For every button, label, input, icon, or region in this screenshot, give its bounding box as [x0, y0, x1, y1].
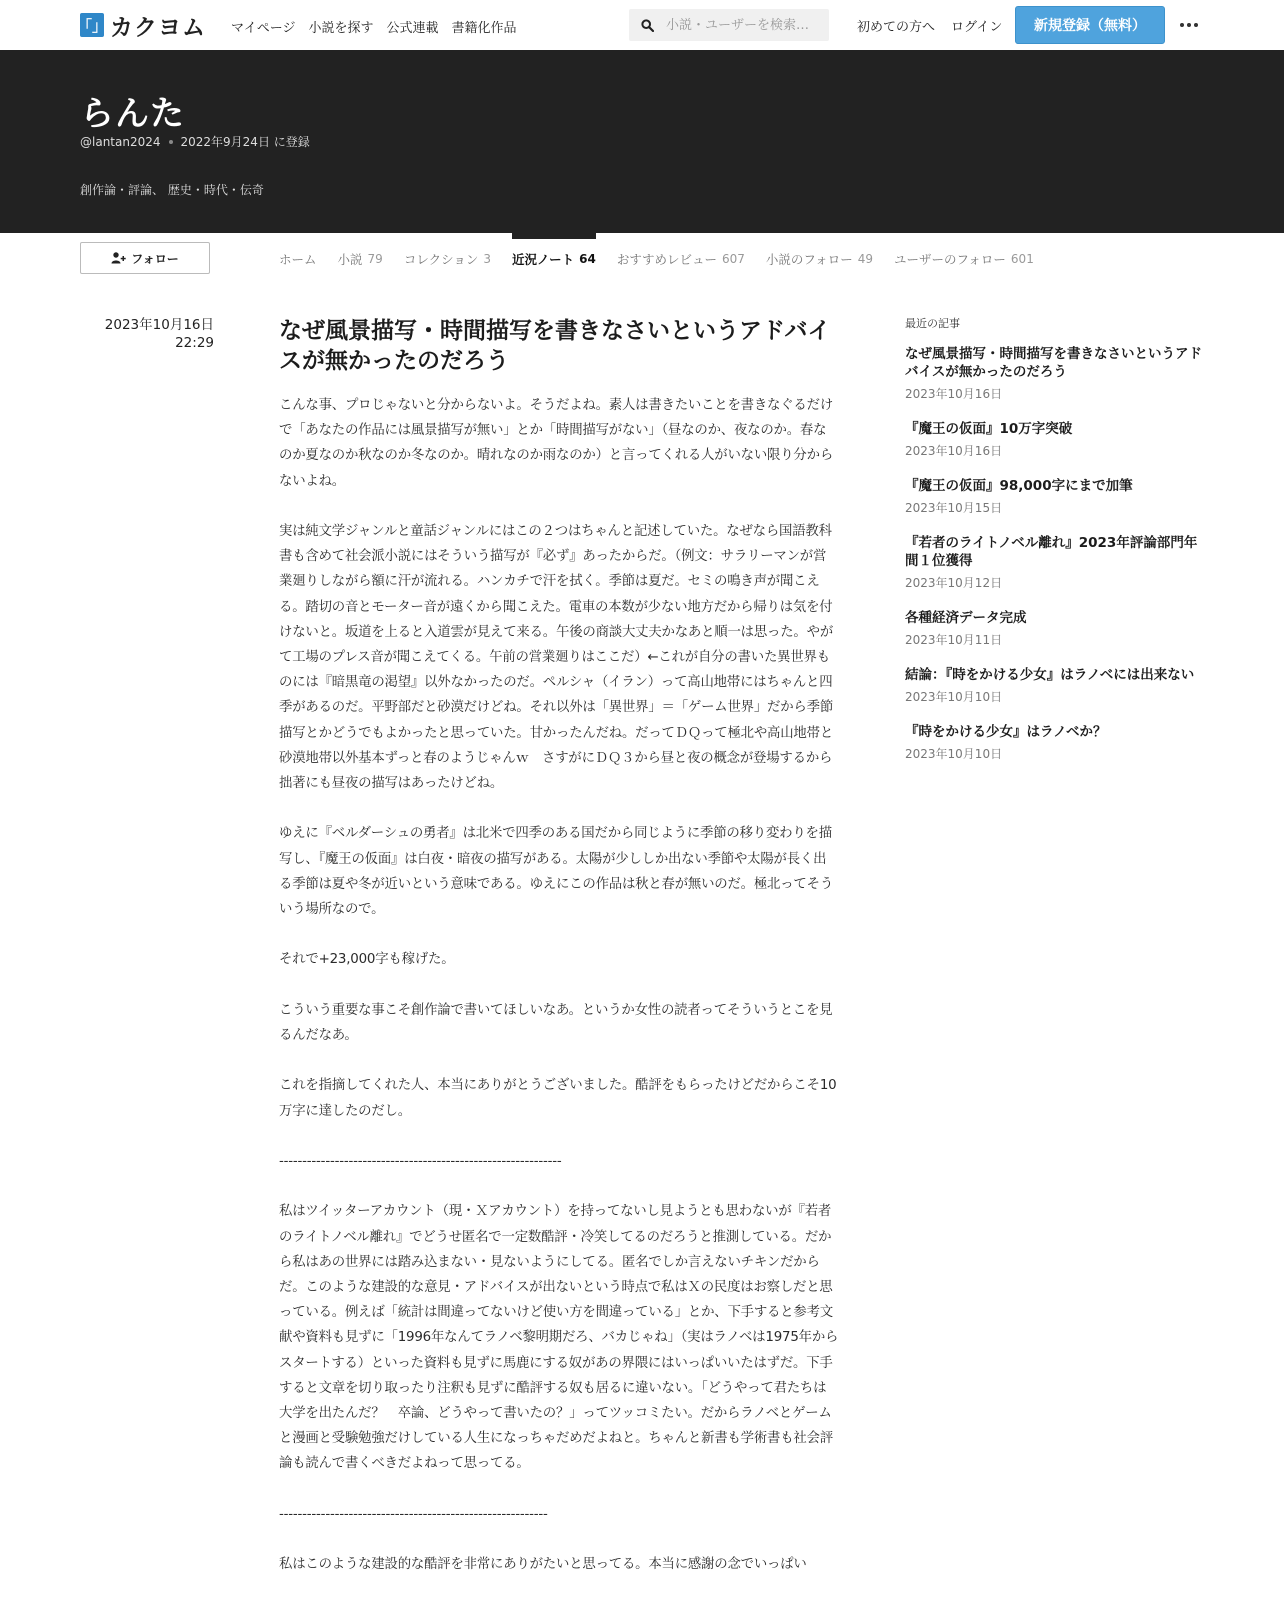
search-input[interactable]: [664, 17, 828, 34]
separator-dot: [169, 140, 173, 144]
nav-official-series[interactable]: 公式連載: [386, 21, 439, 36]
beginners-link[interactable]: 初めての方へ: [857, 20, 936, 35]
follow-label: フォロー: [131, 251, 179, 266]
tab-novel-follows[interactable]: [766, 233, 873, 285]
signup-button[interactable]: 新規登録（無料）: [1015, 6, 1165, 44]
site-header: [0, 0, 1284, 51]
tab-collections[interactable]: [404, 233, 491, 285]
nav-published-works[interactable]: 書籍化作品: [451, 21, 517, 36]
user-name: らんた: [80, 94, 185, 134]
recent-article-link[interactable]: 『時をかける少女』はラノベか？: [905, 724, 1107, 740]
profile-tabs: [279, 233, 1034, 285]
tab-count: 601: [1010, 252, 1034, 266]
article-paragraph: これを指摘してくれた人、本当にありがとうございました。酷評をもらったけどだからこそ10万字に達したのだし。: [279, 1078, 837, 1119]
user-handle: @lantan2024: [80, 134, 161, 149]
login-link[interactable]: ログイン: [951, 20, 1003, 35]
user-genres: 創作論・評論、 歴史・時代・伝奇: [80, 183, 264, 197]
tab-label: おすすめレビュー: [616, 252, 717, 267]
tab-novels[interactable]: [338, 233, 383, 285]
recent-article-item: [905, 420, 1210, 459]
article-divider: -------------------------------------------------------------: [279, 1154, 562, 1169]
article-date: [80, 316, 214, 352]
article-paragraph: 実は純文学ジャンルと童話ジャンルにはこの２つはちゃんと記述していた。なぜなら国語教科書も含めて社会派小説にはそういう描写が『必ず』あったからだ。（例文：サラリーマンが営業廻りしながら額に汗が流れる。ハンカチで汗を拭く。季節は夏だ。セミの鳴き声が聞こえる。踏切の音とモーター音が遠くから聞こえた。電車の本数が少ない地方だから帰りは気を付けないと。坂道を上ると入道雲が見えて来る。午後の商談大丈夫かなあと順一は思った。やがて工場のプレス音が聞こえてくる。午前の営業廻りはここだ）←これが自分の書いた異世界ものには『暗黒竜の渇望』以外なかったのだ。ペルシャ（イラン）って高山地帯にはちゃんと四季があるのだ。平野部だと砂漠だけどね。それ以外は「異世界」＝「ゲーム世界」だから季節描写とかどうでもよかったと思っていた。甘かったんだね。だってＤＱって極北や高山地帯と砂漠地帯以外基本ずっと春のようじゃんｗ さすがにＤＱ３から昼と夜の概念が登場するから拙著にも昼夜の描写はあったけどね。: [279, 524, 834, 792]
tab-label: ユーザーのフォロー: [894, 252, 1006, 267]
tab-label: 近況ノート: [511, 252, 575, 267]
recent-article-link[interactable]: 『魔王の仮面』10万字突破: [905, 421, 1073, 437]
tab-label: コレクション: [403, 252, 479, 267]
tab-label: 小説: [337, 252, 363, 267]
article-body: [279, 393, 839, 1603]
recent-article-item: [905, 666, 1210, 705]
recent-article-date: 2023年10月10日: [905, 747, 1003, 761]
recent-article-date: 2023年10月11日: [905, 633, 1003, 647]
recent-article-link[interactable]: 『若者のライトノベル離れ』2023年評論部門年間１位獲得: [905, 535, 1198, 569]
recent-article-item: [905, 609, 1210, 648]
tab-count: 64: [579, 252, 596, 266]
more-menu-icon[interactable]: [1178, 14, 1200, 36]
user-meta: [80, 133, 310, 150]
logo-mark: 「」: [80, 13, 104, 37]
recent-article-link[interactable]: 『魔王の仮面』98,000字にまで加筆: [905, 478, 1133, 494]
recent-article-link[interactable]: 各種経済データ完成: [905, 610, 1027, 626]
recent-article-link[interactable]: なぜ風景描写・時間描写を書きなさいというアドバイスが無かったのだろう: [905, 346, 1202, 380]
recent-article-link[interactable]: 結論：『時をかける少女』はラノベには出来ない: [905, 667, 1195, 683]
article-paragraph: それで+23,000字も稼げた。: [279, 952, 455, 968]
tab-news-notes[interactable]: [512, 233, 596, 285]
article-title: なぜ風景描写・時間描写を書きなさいというアドバイスが無かったのだろう: [279, 318, 831, 374]
article-date-day: 2023年10月16日: [104, 317, 214, 333]
nav-find-novels[interactable]: 小説を探す: [308, 21, 374, 36]
recent-article-date: 2023年10月16日: [905, 387, 1003, 401]
article-paragraph: こういう重要な事こそ創作論で書いてほしいなあ。というか女性の読者ってそういうとこを見るんだなあ。: [279, 1002, 833, 1044]
registered-date: 2022年9月24日 に登録: [180, 135, 310, 149]
main-nav: [231, 17, 517, 36]
site-logo[interactable]: [77, 12, 206, 41]
tab-reviews[interactable]: [617, 233, 745, 285]
tab-label: ホーム: [279, 252, 317, 267]
tab-label: 小説のフォロー: [765, 252, 853, 267]
article-divider: ----------------------------------------------------------: [279, 1506, 548, 1522]
recent-article-date: 2023年10月16日: [905, 444, 1003, 458]
nav-mypage[interactable]: マイページ: [231, 21, 296, 36]
tab-user-follows[interactable]: [894, 233, 1034, 285]
tab-count: 49: [857, 252, 874, 266]
follow-button[interactable]: [80, 242, 210, 274]
recent-article-item: [905, 534, 1210, 591]
article-paragraph: 私はツイッターアカウント（現・Ｘアカウント）を持ってないし見ようとも思わないが『若者のライトノベル離れ』でどうせ匿名で一定数酷評・冷笑してるのだろうと推測している。だから私はあの世界には踏み込まない・見ないようにしてる。匿名でしか言えないチキンだからだ。このような建設的な意見・アドバイスが出ないという時点で私はＸの民度はお察しだと思っている。例えば「統計は間違ってないけど使い方を間違っている」とか、下手すると参考文献や資料も見ずに「1996年なんてラノベ黎明期だろ、バカじゃね」（実はラノベは1975年からスタートする）といった資料も見ずに馬鹿にする奴があの界隈にはいっぱいいたはずだ。下手すると文章を切り取ったり注釈も見ずに酷評する奴も居るに違いない。「どうやって君たちは大学を出たんだ？ 卒論、どうやって書いたの？」ってツッコミたい。だからラノベとゲームと漫画と受験勉強だけしている人生になっちゃだめだよねと。ちゃんと新書も学術書も社会評論も読んで書くべきだよねって思ってる。: [279, 1204, 839, 1472]
tab-count: 79: [367, 252, 383, 266]
search-box: [629, 9, 829, 41]
tab-count: 607: [721, 252, 745, 266]
recent-article-item: [905, 345, 1210, 402]
sidebar-title: 最近の記事: [905, 317, 960, 330]
recent-articles-sidebar: [905, 315, 1210, 780]
recent-article-date: 2023年10月10日: [905, 690, 1003, 704]
tab-count: 3: [483, 252, 491, 266]
tab-home[interactable]: [279, 233, 317, 285]
article-paragraph: 私はこのような建設的な酷評を非常にありがたいと思ってる。本当に感謝の念でいっぱい: [279, 1557, 807, 1573]
article-date-time: 22:29: [175, 335, 214, 351]
recent-article-date: 2023年10月12日: [905, 576, 1003, 590]
add-user-icon: [111, 252, 127, 264]
search-icon: [641, 19, 654, 32]
recent-article-date: 2023年10月15日: [905, 501, 1003, 515]
profile-banner: [0, 50, 1284, 233]
header-links: [857, 16, 1002, 35]
article-paragraph: ゆえに『ベルダーシュの勇者』は北米で四季のある国だから同じように季節の移り変わりを描写し、『魔王の仮面』は白夜・暗夜の描写がある。太陽が少ししか出ない季節や太陽が長く出る季節は夏や冬が近いという意味である。ゆえにこの作品は秋と春が無いのだ。極北ってそういう場所なので。: [279, 826, 834, 918]
article-paragraph: こんな事、プロじゃないと分からないよ。そうだよね。素人は書きたいことを書きなぐるだけで「あなたの作品には風景描写が無い」とか「時間描写がない」（昼なのか、夜なのか。春なのか夏なのか秋なのか冬なのか。晴れなのか雨なのか）と言ってくれる人がいない限り分からないよね。: [279, 398, 834, 489]
recent-article-item: [905, 723, 1210, 762]
recent-article-item: [905, 477, 1210, 516]
logo-text: カクヨム: [110, 14, 206, 41]
